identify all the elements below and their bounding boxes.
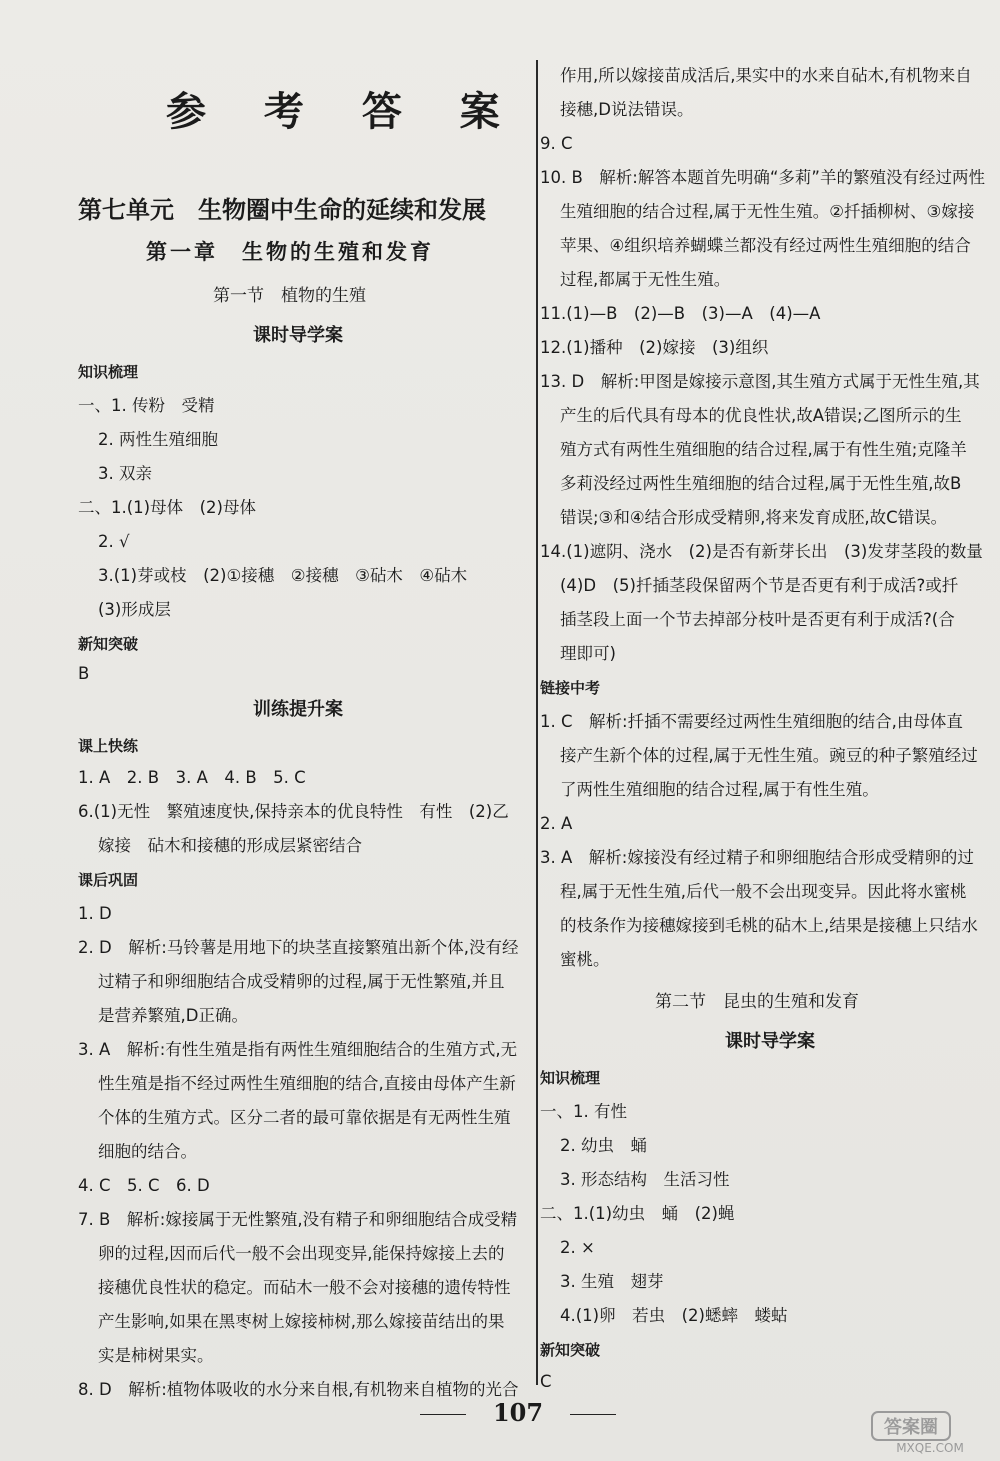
answer-line: 细胞的结合。: [98, 1142, 197, 1161]
watermark-logo: [870, 1410, 990, 1456]
answer-line: 2. ×: [560, 1238, 595, 1257]
answer-line: (3)形成层: [98, 600, 171, 619]
answer-line: 错误;③和④结合形成受精卵,将来发育成胚,故C错误。: [560, 508, 948, 527]
answer-line: 2. 幼虫 蛹: [560, 1136, 647, 1155]
section-heading: 第二节 昆虫的生殖和发育: [655, 992, 859, 1012]
answer-line: 1. A 2. B 3. A 4. B 5. C: [78, 768, 306, 787]
subsection-heading: 课时导学案: [253, 325, 343, 346]
answer-line: 性生殖是指不经过两性生殖细胞的结合,直接由母体产生新: [98, 1074, 516, 1093]
answer-line: 二、1.(1)幼虫 蛹 (2)蝇: [540, 1204, 735, 1223]
answer-line: 蜜桃。: [560, 950, 610, 969]
answer-line: 实是柿树果实。: [98, 1346, 214, 1365]
answer-line: 4. C 5. C 6. D: [78, 1176, 210, 1195]
answer-line: 2. A: [540, 814, 573, 833]
answer-line: 13. D 解析:甲图是嫁接示意图,其生殖方式属于无性生殖,其: [540, 372, 980, 391]
answer-line: B: [78, 664, 90, 683]
answer-line: 10. B 解析:解答本题首先明确“多莉”羊的繁殖没有经过两性: [540, 168, 985, 187]
category-heading: 知识梳理: [540, 1069, 601, 1087]
column-divider: [536, 60, 538, 1385]
answer-line: C: [540, 1372, 552, 1391]
answer-line: 11.(1)—B (2)—B (3)—A (4)—A: [540, 304, 821, 323]
answer-line: 12.(1)播种 (2)嫁接 (3)组织: [540, 338, 769, 357]
answer-line: 过精子和卵细胞结合成受精卵的过程,属于无性繁殖,并且: [98, 972, 505, 991]
answer-line: 4.(1)卵 若虫 (2)蟋蟀 蝼蛄: [560, 1306, 788, 1325]
svg-text:MXQE.COM: MXQE.COM: [896, 1441, 964, 1455]
answer-line: 接穗,D说法错误。: [560, 100, 694, 119]
answer-line: 了两性生殖细胞的结合过程,属于有性生殖。: [560, 780, 879, 799]
subsection-heading: 课时导学案: [725, 1031, 815, 1052]
answer-line: 产生影响,如果在黑枣树上嫁接柿树,那么嫁接苗结出的果: [98, 1312, 505, 1331]
answer-line: 程,属于无性生殖,后代一般不会出现变异。因此将水蜜桃: [560, 882, 967, 901]
answer-line: 3. A 解析:嫁接没有经过精子和卵细胞结合形成受精卵的过: [540, 848, 974, 867]
answer-line: 多莉没经过两性生殖细胞的结合过程,属于无性生殖,故B: [560, 474, 962, 493]
subsection-heading: 训练提升案: [253, 699, 343, 720]
answer-line: 一、1. 有性: [540, 1102, 627, 1121]
section-heading: 第一节 植物的生殖: [213, 286, 366, 306]
category-heading: 新知突破: [540, 1341, 601, 1359]
category-heading: 新知突破: [78, 635, 139, 653]
answer-line: 3. 双亲: [98, 464, 152, 483]
chapter-heading: 第一章 生物的生殖和发育: [146, 240, 434, 264]
category-heading: 链接中考: [540, 679, 601, 697]
answer-line: 接产生新个体的过程,属于无性生殖。豌豆的种子繁殖经过: [560, 746, 978, 765]
category-heading: 课上快练: [78, 737, 139, 755]
footer-rule: [420, 1414, 466, 1415]
answer-line: (4)D (5)扦插茎段保留两个节是否更有利于成活?或扦: [560, 576, 959, 595]
answer-line: 3. 形态结构 生活习性: [560, 1170, 730, 1189]
svg-text:答案圈: 答案圈: [884, 1417, 938, 1438]
answer-line: 卵的过程,因而后代一般不会出现变异,能保持嫁接上去的: [98, 1244, 505, 1263]
answer-line: 插茎段上面一个节去掉部分枝叶是否更有利于成活?(合: [560, 610, 955, 629]
footer-rule: [570, 1414, 616, 1415]
answer-line: 是营养繁殖,D正确。: [98, 1006, 248, 1025]
page-number: 107: [492, 1398, 544, 1427]
page-footer: [0, 1394, 1000, 1434]
page-title: 参 考 答 案: [166, 88, 522, 135]
category-heading: 课后巩固: [78, 871, 139, 889]
answer-line: 9. C: [540, 134, 573, 153]
answer-line: 14.(1)遮阴、浇水 (2)是否有新芽长出 (3)发芽茎段的数量: [540, 542, 983, 561]
answer-line: 2. √: [98, 532, 130, 551]
answer-line: 苹果、④组织培养蝴蝶兰都没有经过两性生殖细胞的结合: [560, 236, 971, 255]
answer-line: 二、1.(1)母体 (2)母体: [78, 498, 256, 517]
answer-line: 过程,都属于无性生殖。: [560, 270, 731, 289]
answer-line: 3.(1)芽或枝 (2)①接穗 ②接穗 ③砧木 ④砧木: [98, 566, 468, 585]
answer-line: 个体的生殖方式。区分二者的最可靠依据是有无两性生殖: [98, 1108, 511, 1127]
answer-line: 3. A 解析:有性生殖是指有两性生殖细胞结合的生殖方式,无: [78, 1040, 518, 1059]
answer-line: 2. 两性生殖细胞: [98, 430, 218, 449]
answer-line: 作用,所以嫁接苗成活后,果实中的水来自砧木,有机物来自: [560, 66, 972, 85]
category-heading: 知识梳理: [78, 363, 139, 381]
unit-heading: 第七单元 生物圈中生命的延续和发展: [78, 196, 486, 224]
answer-line: 3. 生殖 翅芽: [560, 1272, 664, 1291]
answer-line: 1. D: [78, 904, 112, 923]
answer-line: 2. D 解析:马铃薯是用地下的块茎直接繁殖出新个体,没有经: [78, 938, 519, 957]
answer-line: 理即可): [560, 644, 616, 663]
answer-line: 的枝条作为接穗嫁接到毛桃的砧木上,结果是接穗上只结水: [560, 916, 978, 935]
answer-line: 殖方式有两性生殖细胞的结合过程,属于有性生殖;克隆羊: [560, 440, 967, 459]
answer-line: 8. D 解析:植物体吸收的水分来自根,有机物来自植物的光合: [78, 1380, 519, 1399]
answer-line: 一、1. 传粉 受精: [78, 396, 215, 415]
answer-line: 生殖细胞的结合过程,属于无性生殖。②扦插柳树、③嫁接: [560, 202, 975, 221]
answer-line: 6.(1)无性 繁殖速度快,保持亲本的优良特性 有性 (2)乙: [78, 802, 509, 821]
answer-line: 产生的后代具有母本的优良性状,故A错误;乙图所示的生: [560, 406, 962, 425]
answer-line: 7. B 解析:嫁接属于无性繁殖,没有精子和卵细胞结合成受精: [78, 1210, 518, 1229]
answer-line: 1. C 解析:扦插不需要经过两性生殖细胞的结合,由母体直: [540, 712, 963, 731]
answer-line: 接穗优良性状的稳定。而砧木一般不会对接穗的遗传特性: [98, 1278, 511, 1297]
answer-line: 嫁接 砧木和接穗的形成层紧密结合: [98, 836, 362, 855]
